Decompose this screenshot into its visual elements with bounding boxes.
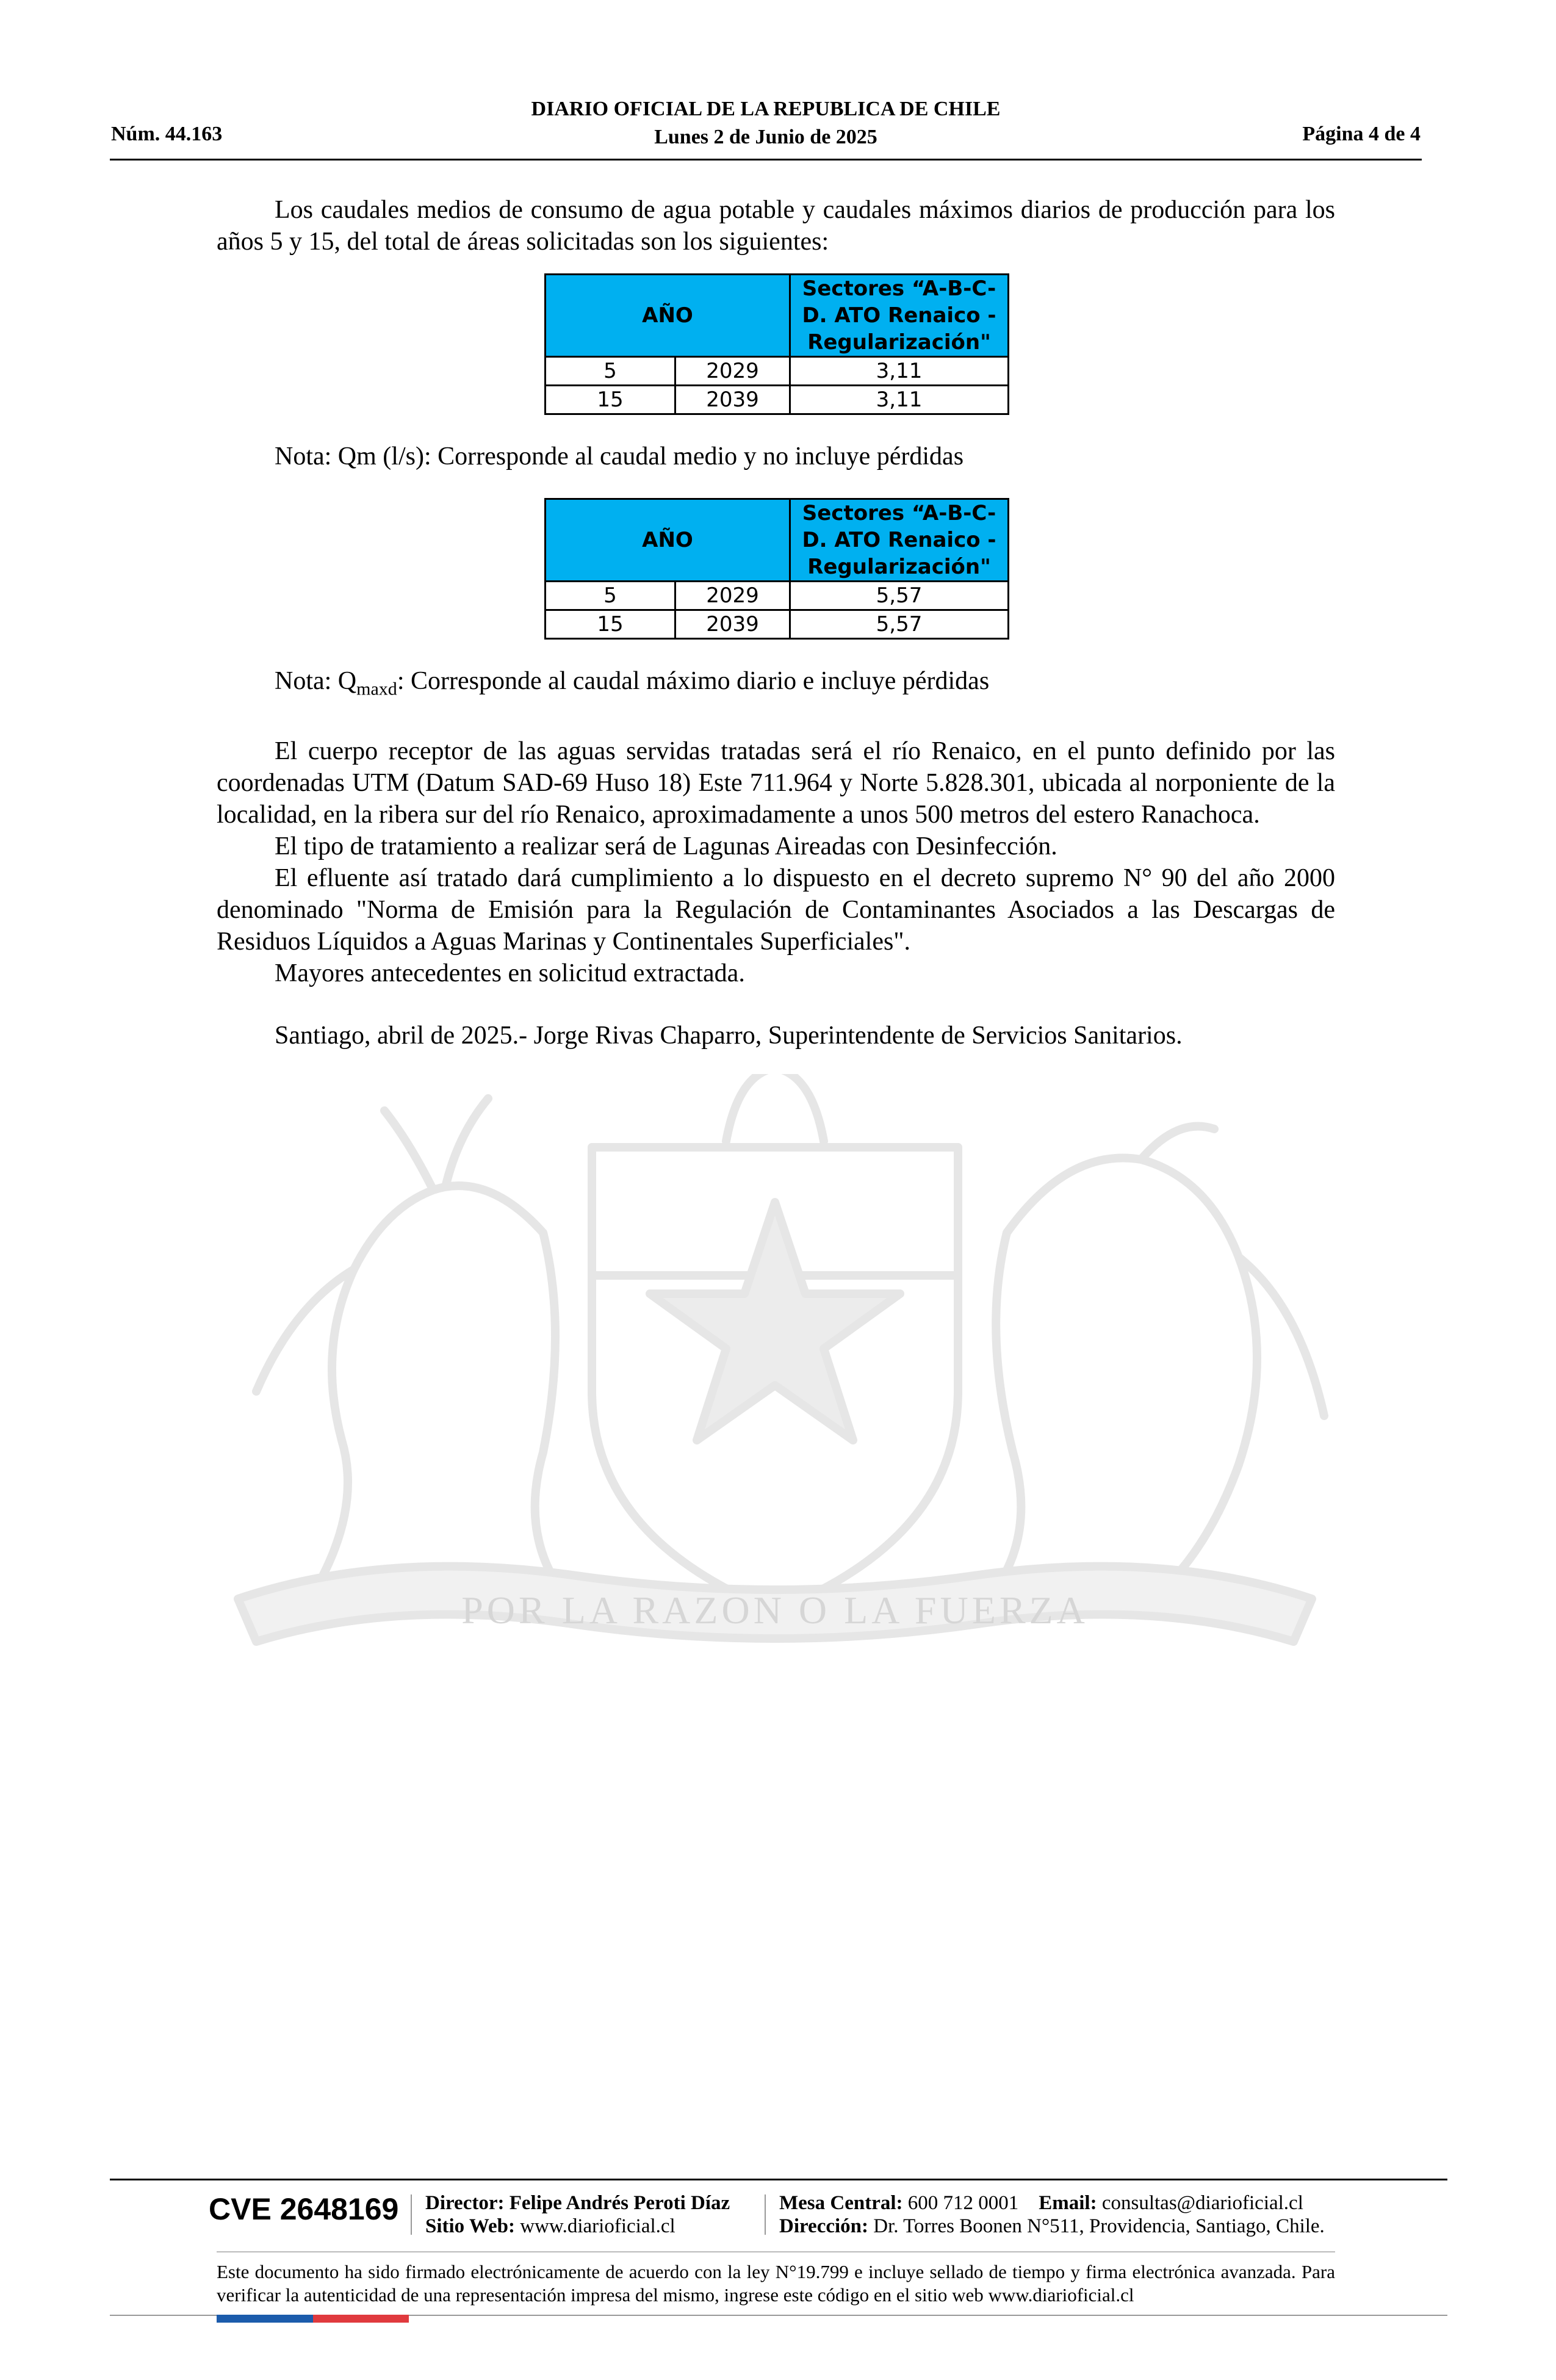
sector-header: Sectores “A-B-C-D. ATO Renaico - Regularización" — [790, 499, 1009, 582]
footer-top-rule — [110, 2179, 1447, 2180]
footer-separator — [765, 2194, 766, 2235]
star-shape — [650, 1202, 900, 1440]
publication-title: DIARIO OFICIAL DE LA REPUBLICA DE CHILE — [531, 98, 1001, 120]
condor-shape — [989, 1127, 1324, 1599]
address-label: Dirección: — [779, 2215, 869, 2237]
email-label: Email: — [1039, 2192, 1097, 2214]
year-cell: 2029 — [675, 582, 790, 610]
huemul-shape — [256, 1098, 567, 1599]
email-link[interactable]: consultas@diarioficial.cl — [1101, 2192, 1303, 2214]
note-max-prefix: Nota: Q — [275, 667, 357, 695]
year-cell: 2039 — [675, 610, 790, 639]
year-header: AÑO — [546, 499, 790, 582]
note-max-suffix: : Corresponde al caudal máximo diario e incluye pérdidas — [397, 667, 990, 695]
legal-notice: Este documento ha sido firmado electrónicamente de acuerdo con la ley N°19.799 e incluye sellado de tiempo y firma electrónica avanzada. Para verificar la autenticidad de una representación impresa del mismo, ingrese este código en el sitio web www.diarioficial.cl — [217, 2261, 1335, 2306]
period-cell: 5 — [546, 357, 675, 386]
phone-label: Mesa Central: — [779, 2192, 903, 2214]
table-row — [546, 610, 1009, 639]
footer-divider — [217, 2251, 1335, 2252]
year-header: AÑO — [546, 275, 790, 357]
value-cell: 3,11 — [790, 357, 1009, 386]
year-cell: 2039 — [675, 386, 790, 414]
table-row — [546, 582, 1009, 610]
intro-paragraph: Los caudales medios de consumo de agua potable y caudales máximos diarios de producción para los años 5 y 15, del total de áreas solicitadas son los siguientes: — [217, 196, 1335, 256]
document-body — [217, 194, 1335, 1051]
phone-value: 600 712 0001 — [907, 2192, 1019, 2214]
signature-line: Santiago, abril de 2025.- Jorge Rivas Chaparro, Superintendente de Servicios Sanitarios. — [275, 1022, 1183, 1050]
page-header — [110, 92, 1422, 160]
header-center — [110, 95, 1422, 151]
footer-separator — [411, 2194, 412, 2235]
note-average-flow: Nota: Qm (l/s): Corresponde al caudal medio y no incluye pérdidas — [275, 442, 964, 471]
director-label: Director: — [425, 2192, 505, 2214]
director-name: Felipe Andrés Peroti Díaz — [509, 2192, 730, 2214]
period-cell: 5 — [546, 582, 675, 610]
period-cell: 15 — [546, 610, 675, 639]
address-value: Dr. Torres Boonen N°511, Providencia, Santiago, Chile. — [873, 2215, 1325, 2237]
table-row — [546, 386, 1009, 414]
period-cell: 15 — [546, 386, 675, 414]
receiving-body-paragraph: El cuerpo receptor de las aguas servidas tratadas será el río Renaico, en el punto definido por las coordenadas UTM (Datum SAD-69 Huso 18) Este 711.964 y Norte 5.828.301, ubicada al norponiente de la localidad, en la ribera sur del río Renaico, aproximadamente a unos 500 metros del estero Ranachoca. — [217, 737, 1335, 829]
year-cell: 2029 — [675, 357, 790, 386]
page-number: Página 4 de 4 — [1302, 123, 1421, 145]
value-cell: 5,57 — [790, 582, 1009, 610]
value-cell: 5,57 — [790, 610, 1009, 639]
max-daily-flow-table — [544, 498, 1009, 640]
note-max-flow — [217, 665, 1335, 705]
table-header-row — [546, 275, 1009, 357]
note-max-subscript: maxd — [356, 679, 397, 699]
publication-date: Lunes 2 de Junio de 2025 — [654, 126, 877, 148]
web-label: Sitio Web: — [425, 2215, 516, 2237]
table-row — [546, 357, 1009, 386]
average-flow-table — [544, 273, 1009, 415]
motto-text: POR LA RAZON O LA FUERZA — [461, 1588, 1089, 1632]
sector-header: Sectores “A-B-C-D. ATO Renaico - Regularización" — [790, 275, 1009, 357]
footer-director-column — [425, 2191, 730, 2238]
treatment-type-paragraph: El tipo de tratamiento a realizar será de Lagunas Aireadas con Desinfección. — [275, 832, 1057, 861]
effluent-compliance-paragraph: El efluente así tratado dará cumplimiento a lo dispuesto en el decreto supremo N° 90 del año 2000 denominado "Norma de Emisión para la Regulación de Contaminantes Asociados a las Descargas de Residuos Líquidos a Aguas Marinas y Continentales Superficiales". — [217, 864, 1335, 956]
website-link[interactable]: www.diarioficial.cl — [520, 2215, 675, 2237]
value-cell: 3,11 — [790, 386, 1009, 414]
flag-stripe-blue — [217, 2315, 313, 2323]
coat-of-arms-watermark — [201, 1074, 1349, 1672]
flag-stripe-red — [313, 2315, 409, 2323]
cve-code: CVE 2648169 — [209, 2192, 399, 2226]
more-info-paragraph: Mayores antecedentes en solicitud extractada. — [275, 959, 745, 988]
footer-contact-column — [779, 2191, 1325, 2238]
table-header-row — [546, 499, 1009, 582]
issue-number: Núm. 44.163 — [111, 123, 223, 145]
